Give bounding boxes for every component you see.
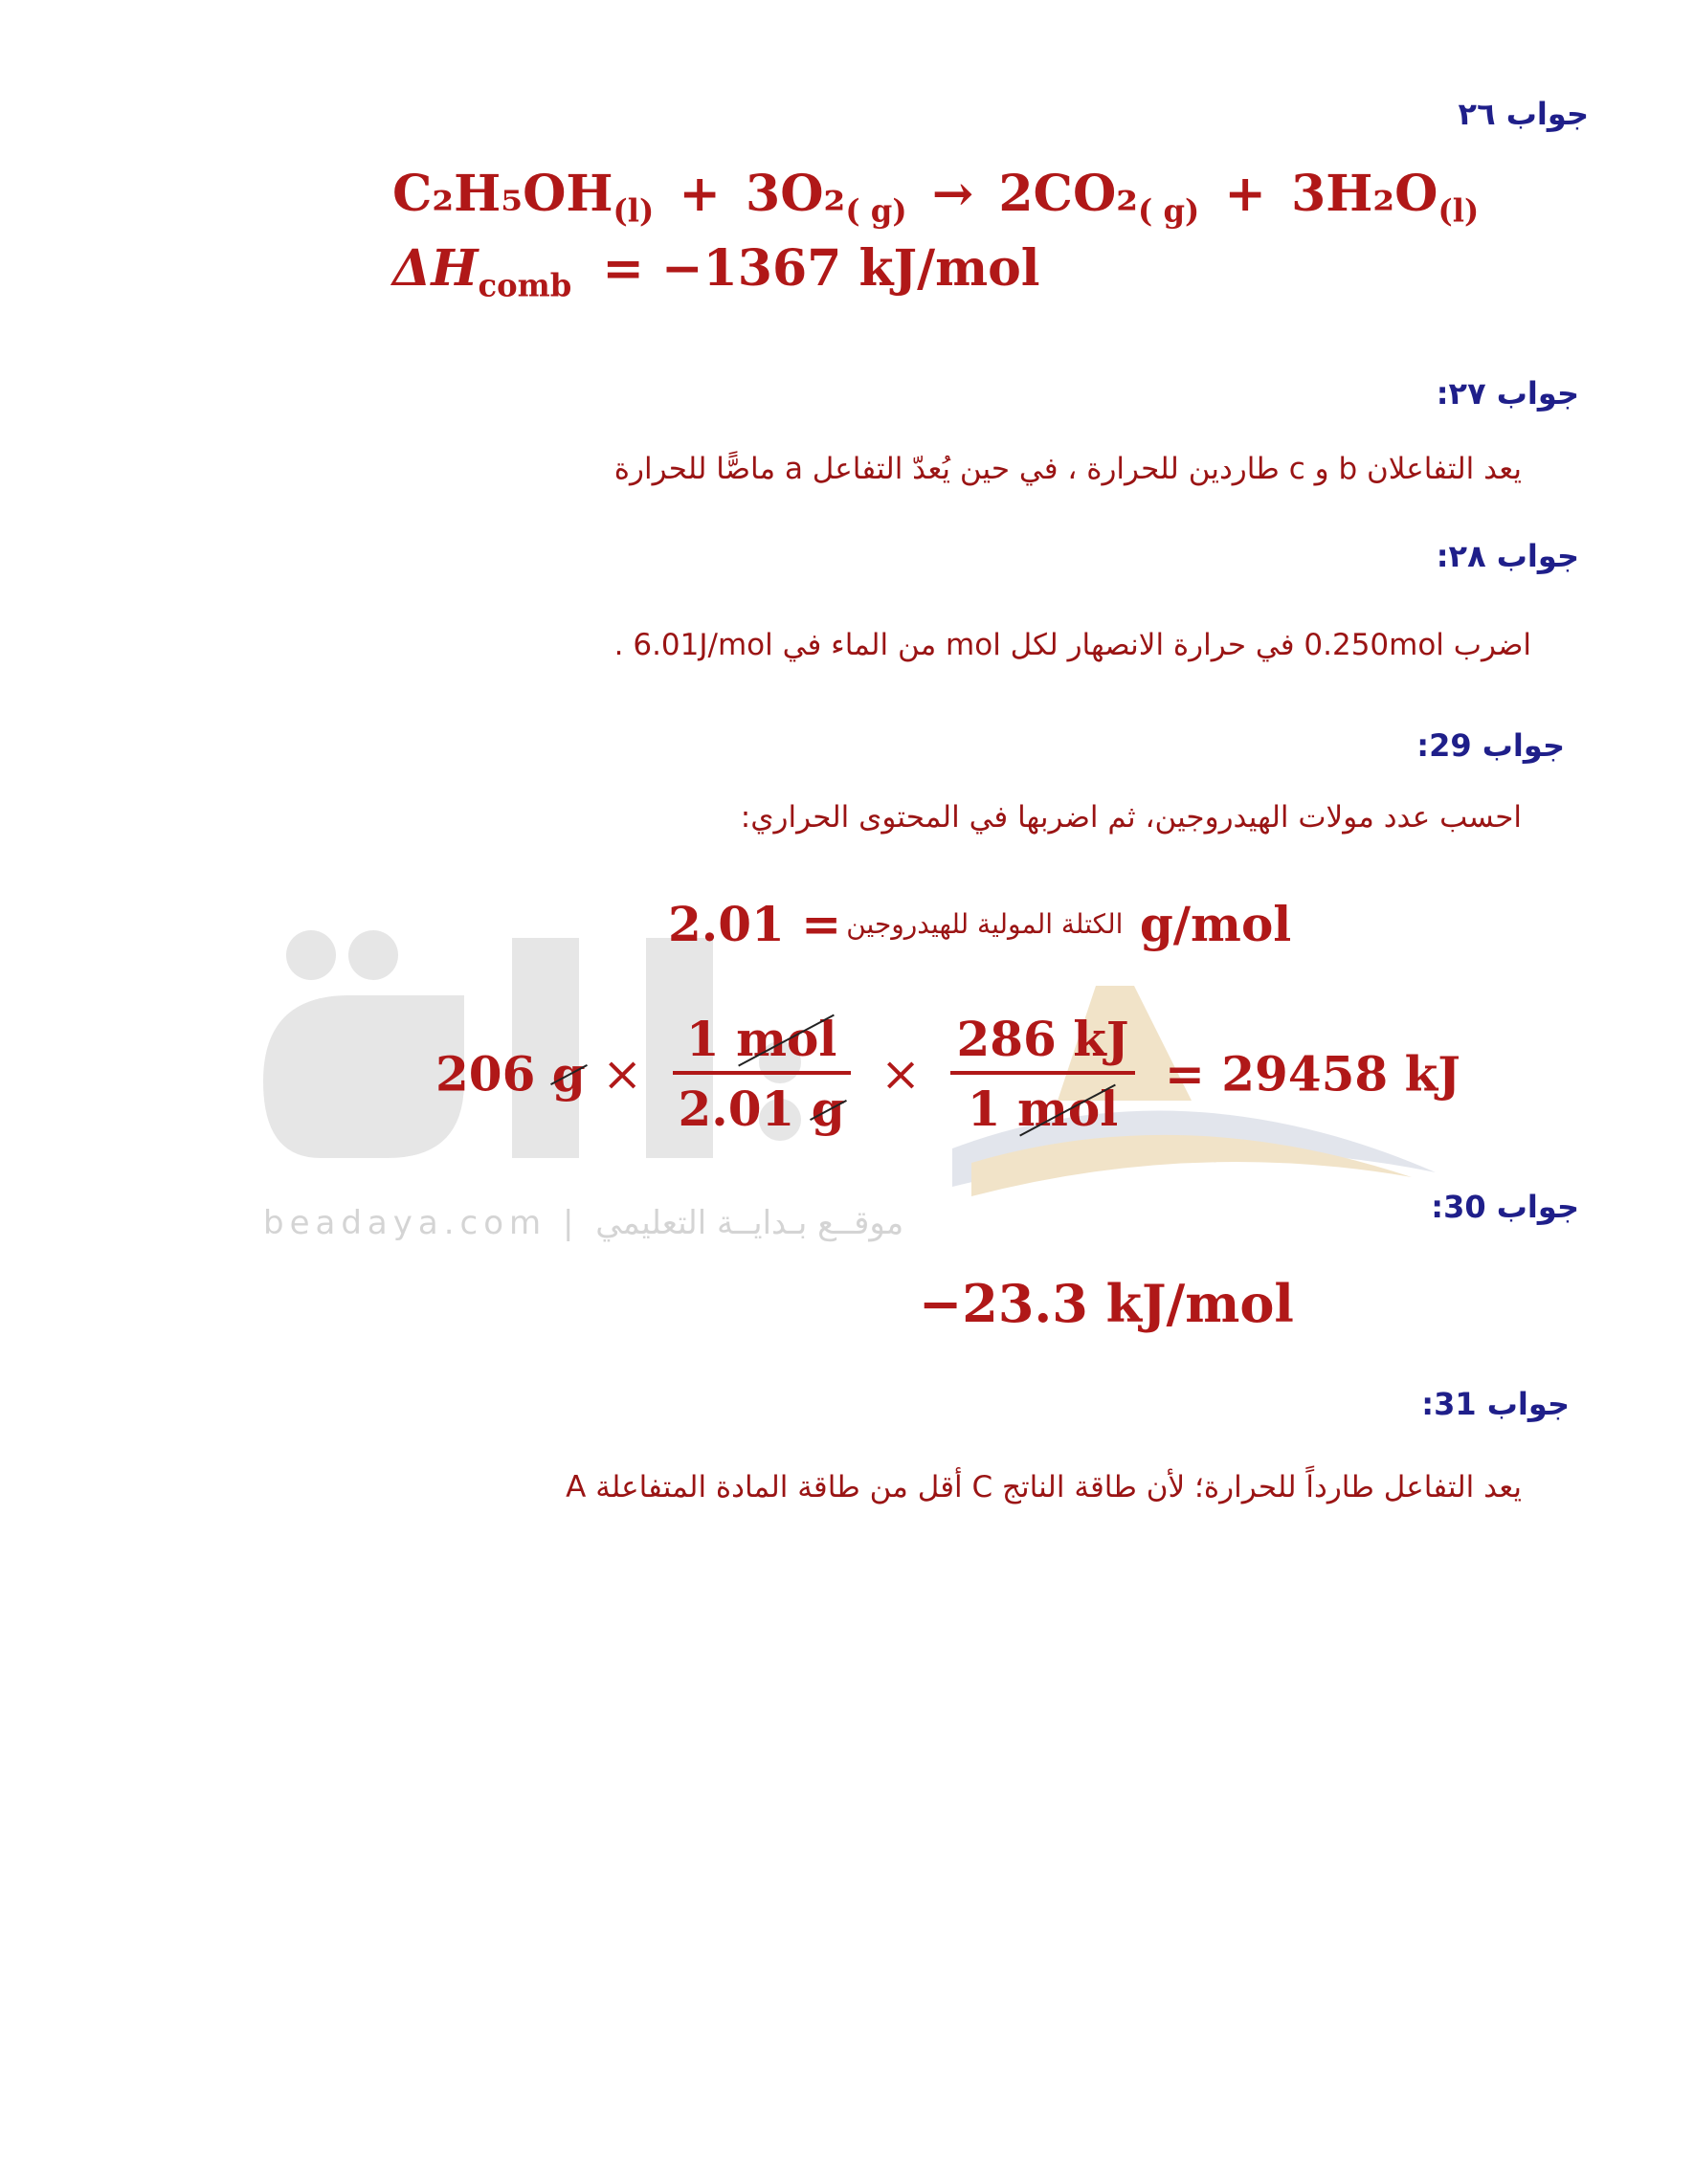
fraction-numerator: 286 kJ <box>950 1011 1134 1075</box>
molar-mass-value: = 2.01 g/mol <box>668 896 1292 952</box>
calc-result: = 29458 kJ <box>1164 1045 1460 1103</box>
answer-31-text: يعد التفاعل طارداً للحرارة؛ لأن طاقة الناتج C أقل من طاقة المادة المتفاعلة A <box>566 1470 1522 1504</box>
eq-reactant-ethanol: C₂H₅OH <box>392 165 613 223</box>
eq-plus: + <box>679 165 721 223</box>
eq-state-gas: ( g) <box>1138 192 1200 230</box>
eq-state-liquid: (l) <box>1438 192 1480 230</box>
delta-h-value: = −1367 kJ/mol <box>602 239 1040 298</box>
delta-h-subscript: comb <box>478 267 572 304</box>
eq-product-water: 3H₂O <box>1291 165 1438 223</box>
answer-31-heading: جواب 31: <box>1421 1386 1570 1422</box>
answer-29-heading: جواب 29: <box>1416 727 1565 764</box>
answer-30-heading: جواب 30: <box>1431 1189 1579 1225</box>
watermark-text: beadaya.com | موقــع بـدايــة التعليمي <box>263 1204 904 1242</box>
fraction-kj-per-mol <box>950 1011 1134 1137</box>
fraction-numerator: 1 mol <box>673 1011 851 1075</box>
cancelled-unit-mol: mol <box>1016 1081 1119 1137</box>
times-sign: × <box>602 1046 643 1102</box>
cancelled-unit-g: g <box>811 1081 845 1137</box>
eq-arrow: → <box>931 165 974 223</box>
eq-state-liquid: (l) <box>613 192 655 230</box>
answer-28-text: اضرب 0.250mol في حرارة الانصهار لكل mol من الماء في 6.01J/mol . <box>613 628 1531 662</box>
delta-h-symbol: ΔH <box>392 239 479 298</box>
answer-30-value: −23.3 kJ/mol <box>919 1273 1294 1334</box>
times-sign: × <box>880 1046 922 1102</box>
eq-plus: + <box>1224 165 1266 223</box>
fraction-denominator: 2.01 g <box>678 1081 845 1137</box>
eq-product-co2: 2CO₂ <box>998 165 1139 223</box>
hydrogen-calculation <box>435 1011 1460 1137</box>
molar-mass-label: الكتلة المولية للهيدروجين <box>846 908 1124 940</box>
eq-state-gas: ( g) <box>845 192 907 230</box>
answer-28-heading: جواب ٢٨: <box>1436 538 1579 574</box>
molar-mass-line <box>651 896 1291 952</box>
enthalpy-combustion <box>392 239 1040 304</box>
answer-27-heading: جواب ٢٧: <box>1436 375 1579 412</box>
calc-mass-value: 206 <box>435 1045 536 1103</box>
combustion-equation <box>392 165 1480 230</box>
answer-27-text: يعد التفاعلان b و c طاردين للحرارة ، في حين يُعدّ التفاعل a ماصًّا للحرارة <box>613 452 1522 486</box>
cancelled-unit-g: g <box>551 1045 586 1103</box>
eq-reactant-oxygen: 3O₂ <box>746 165 846 223</box>
fraction-denominator: 1 mol <box>967 1081 1119 1137</box>
answer-29-text: احسب عدد مولات الهيدروجين، ثم اضربها في المحتوى الحراري: <box>740 800 1522 835</box>
cancelled-unit-mol: mol <box>736 1011 837 1067</box>
answer-26-heading: جواب ٢٦ <box>1458 96 1589 132</box>
fraction-mol-per-g <box>673 1011 851 1137</box>
